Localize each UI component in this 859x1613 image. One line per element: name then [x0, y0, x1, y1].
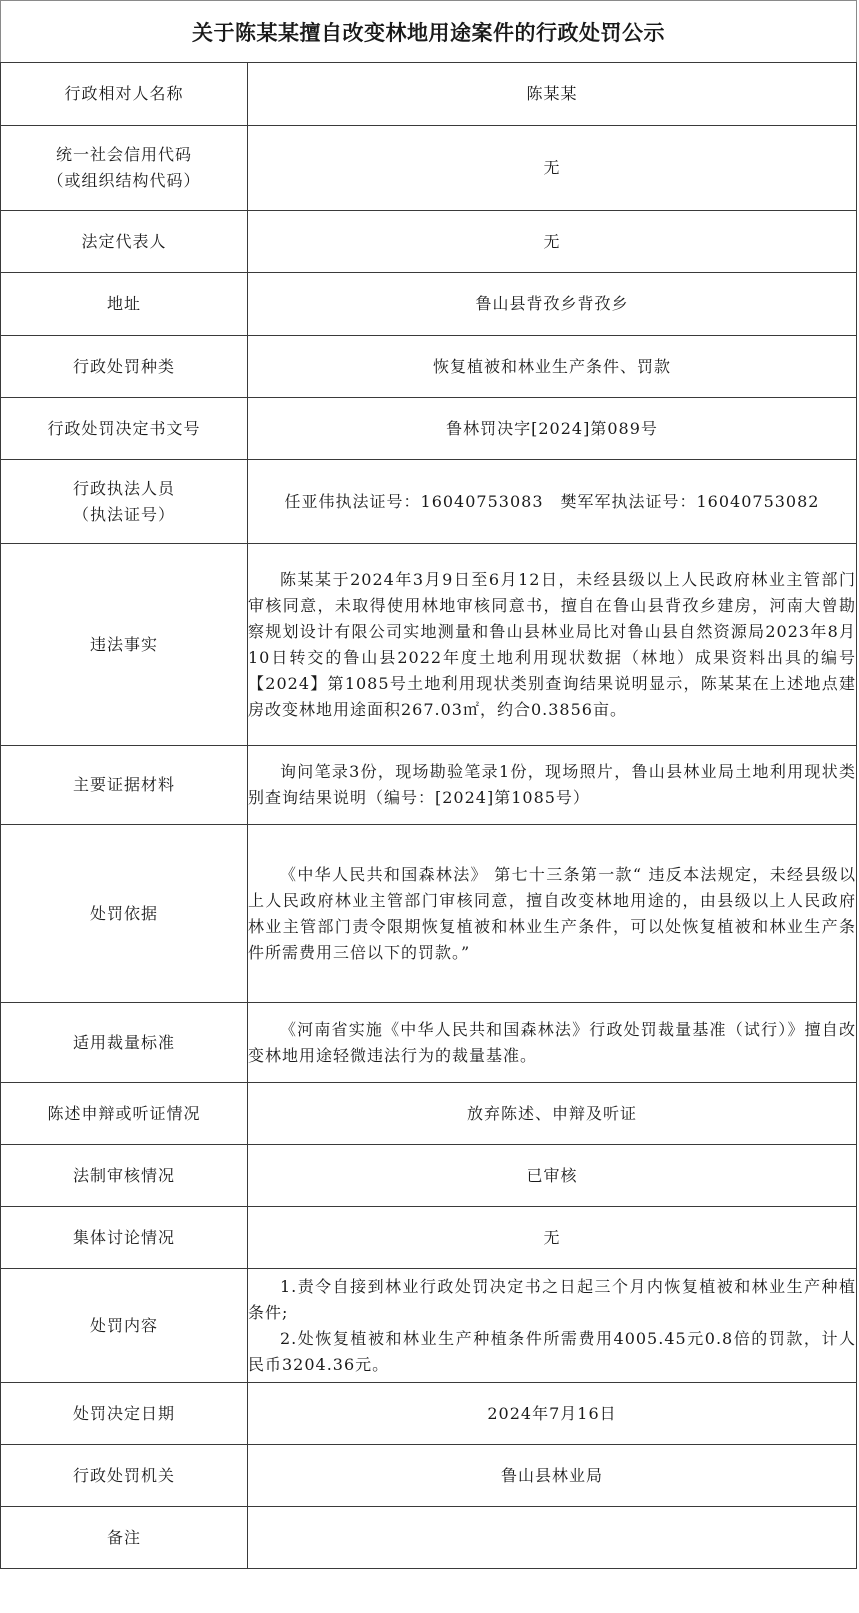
table-row [1, 746, 857, 825]
row-label-line: 统一社会信用代码 [55, 145, 192, 164]
penalty-item: 1.责令自接到林业行政处罚决定书之日起三个月内恢复植被和林业生产种植条件; [248, 1276, 856, 1322]
table-row [1, 273, 857, 336]
table-row [1, 1507, 857, 1569]
penalty-notice-table [0, 62, 857, 1569]
row-label: 集体讨论情况 [1, 1207, 248, 1269]
row-value [248, 746, 857, 825]
row-value: 鲁山县背孜乡背孜乡 [248, 273, 857, 336]
row-value: 已审核 [248, 1145, 857, 1207]
table-row [1, 1207, 857, 1269]
row-label: 法制审核情况 [1, 1145, 248, 1207]
paragraph: 《中华人民共和国森林法》 第七十三条第一款“ 违反本法规定，未经县级以上人民政府林业主管部门审核同意，擅自改变林地用途的，由县级以上人民政府林业主管部门责令限期恢复植被和林业生产条件，可以处恢复植被和林业生产条件所需费用三倍以下的罚款。” [248, 864, 856, 962]
row-label-line: （执法证号） [72, 504, 175, 524]
table-row [1, 126, 857, 211]
row-value: 无 [248, 1207, 857, 1269]
table-row [1, 1445, 857, 1507]
row-label: 处罚决定日期 [1, 1383, 248, 1445]
table-row [1, 460, 857, 544]
table-row [1, 398, 857, 460]
row-value: 无 [248, 126, 857, 211]
row-label: 处罚内容 [1, 1269, 248, 1383]
row-value: 放弃陈述、申辩及听证 [248, 1083, 857, 1145]
row-label [1, 126, 248, 211]
row-label: 陈述申辩或听证情况 [1, 1083, 248, 1145]
paragraph: 询问笔录3份，现场勘验笔录1份，现场照片，鲁山县林业局土地利用现状类别查询结果说明（编号：[2024]第1085号） [248, 762, 856, 807]
row-label-line: 行政执法人员 [72, 478, 175, 498]
row-label: 地址 [1, 273, 248, 336]
row-label: 主要证据材料 [1, 746, 248, 825]
row-label: 适用裁量标准 [1, 1003, 248, 1083]
row-label: 违法事实 [1, 544, 248, 746]
table-row [1, 825, 857, 1003]
table-row [1, 63, 857, 126]
table-row [1, 1269, 857, 1383]
row-value: 2024年7月16日 [248, 1383, 857, 1445]
row-value: 陈某某 [248, 63, 857, 126]
row-value [248, 544, 857, 746]
paragraph: 陈某某于2024年3月9日至6月12日，未经县级以上人民政府林业主管部门审核同意，未取得使用林地审核同意书，擅自在鲁山县背孜乡建房，河南大曾勘察规划设计有限公司实地测量和鲁山县林业局比对鲁山县自然资源局2023年8月10日转交的鲁山县2022年度土地利用现状数据（林地）成果资料出具的编号【2024】第1085号土地利用现状类别查询结果说明显示，陈某某在上述地点建房改变林地用途面积267.03㎡，约合0.3856亩。 [248, 569, 856, 719]
paragraph: 《河南省实施《中华人民共和国森林法》行政处罚裁量基准（试行）》擅自改变林地用途轻微违法行为的裁量基准。 [248, 1019, 856, 1065]
row-label: 法定代表人 [1, 211, 248, 273]
table-row [1, 544, 857, 746]
row-label: 行政处罚种类 [1, 336, 248, 398]
row-label: 行政相对人名称 [1, 63, 248, 126]
table-row [1, 211, 857, 273]
row-label: 行政处罚机关 [1, 1445, 248, 1507]
row-value: 鲁山县林业局 [248, 1445, 857, 1507]
row-value: 鲁林罚决字[2024]第089号 [248, 398, 857, 460]
document-title: 关于陈某某擅自改变林地用途案件的行政处罚公示 [0, 0, 857, 62]
table-row [1, 1083, 857, 1145]
table-row [1, 1145, 857, 1207]
row-value [248, 1269, 857, 1383]
row-value: 无 [248, 211, 857, 273]
row-label: 处罚依据 [1, 825, 248, 1003]
table-row [1, 1383, 857, 1445]
table-row [1, 336, 857, 398]
row-value: 任亚伟执法证号：16040753083 樊军军执法证号：16040753082 [248, 460, 857, 544]
penalty-item: 2.处恢复植被和林业生产种植条件所需费用4005.45元0.8倍的罚款，计人民币3204.36元。 [248, 1328, 856, 1374]
row-value [248, 825, 857, 1003]
row-label: 行政处罚决定书文号 [1, 398, 248, 460]
row-label: 备注 [1, 1507, 248, 1569]
row-label-line: （或组织结构代码） [47, 171, 201, 190]
row-value [248, 1003, 857, 1083]
table-row [1, 1003, 857, 1083]
row-value [248, 1507, 857, 1569]
row-label [1, 460, 248, 544]
row-value: 恢复植被和林业生产条件、罚款 [248, 336, 857, 398]
